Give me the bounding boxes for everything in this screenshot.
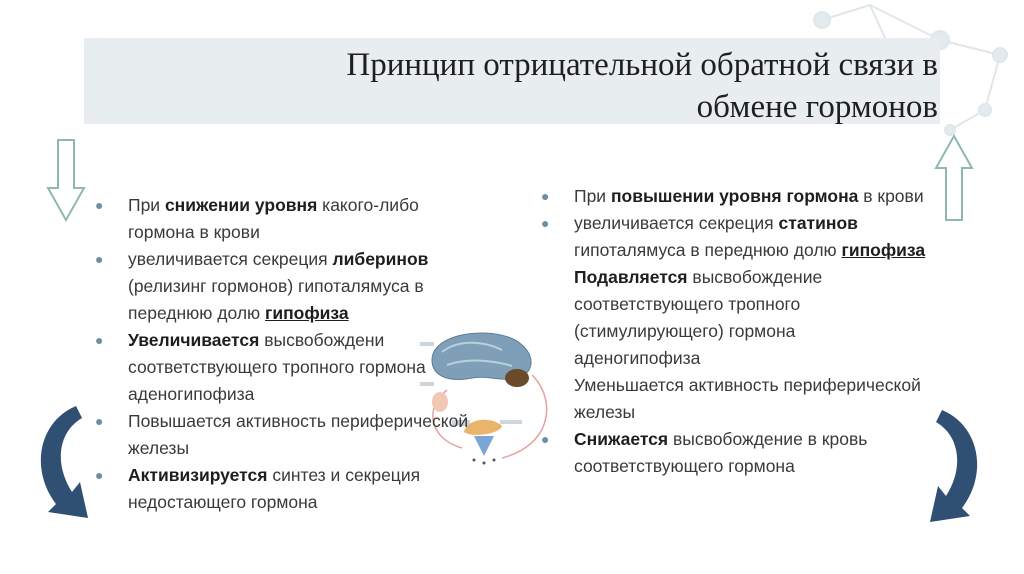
bullet-icon: ● bbox=[95, 332, 104, 348]
list-item: ● Активизируется синтез и секреция недостающего гормона bbox=[90, 462, 470, 516]
bullet-icon: ● bbox=[541, 188, 550, 204]
list-item-continuation: Уменьшается активность периферической железы bbox=[574, 375, 921, 422]
list-item: ● Снижается высвобождение в кровь соответствующего гормона bbox=[536, 426, 926, 480]
list-item: ● Увеличивается высвобождени соответствующего тропного гормона аденогипофиза bbox=[90, 327, 470, 408]
list-item: ● увеличивается секреция статинов гипоталямуса в переднюю долю гипофиза bbox=[536, 210, 926, 264]
list-item: ● При повышении уровня гормона в крови bbox=[536, 183, 926, 210]
bullet-icon: ● bbox=[541, 431, 550, 447]
list-item-continuation: Подавляется высвобождение соответствующего тропного (стимулирующего) гормона аденогипофиза bbox=[574, 267, 823, 368]
right-column bbox=[536, 183, 926, 480]
bullet-icon: ● bbox=[95, 413, 104, 429]
bullet-icon: ● bbox=[95, 467, 104, 483]
list-item: ● увеличивается секреция либеринов (релизинг гормонов) гипоталямуса в переднюю долю гипофиза bbox=[90, 246, 470, 327]
bullet-icon: ● bbox=[95, 197, 104, 213]
hollow-down-arrow-icon bbox=[46, 138, 86, 224]
bullet-icon: ● bbox=[541, 215, 550, 231]
page-title bbox=[118, 44, 938, 128]
bullet-icon: ● bbox=[95, 251, 104, 267]
curved-arrow-right-icon bbox=[918, 404, 990, 528]
list-item: ● При снижении уровня какого-либо гормона в крови bbox=[90, 192, 470, 246]
title-line-2: обмене гормонов bbox=[696, 89, 938, 125]
title-line-1: Принцип отрицательной обратной связи в bbox=[346, 47, 938, 83]
list-item: ● Повышается активность периферической железы bbox=[90, 408, 470, 462]
left-column bbox=[90, 192, 470, 516]
hollow-up-arrow-icon bbox=[934, 134, 974, 224]
